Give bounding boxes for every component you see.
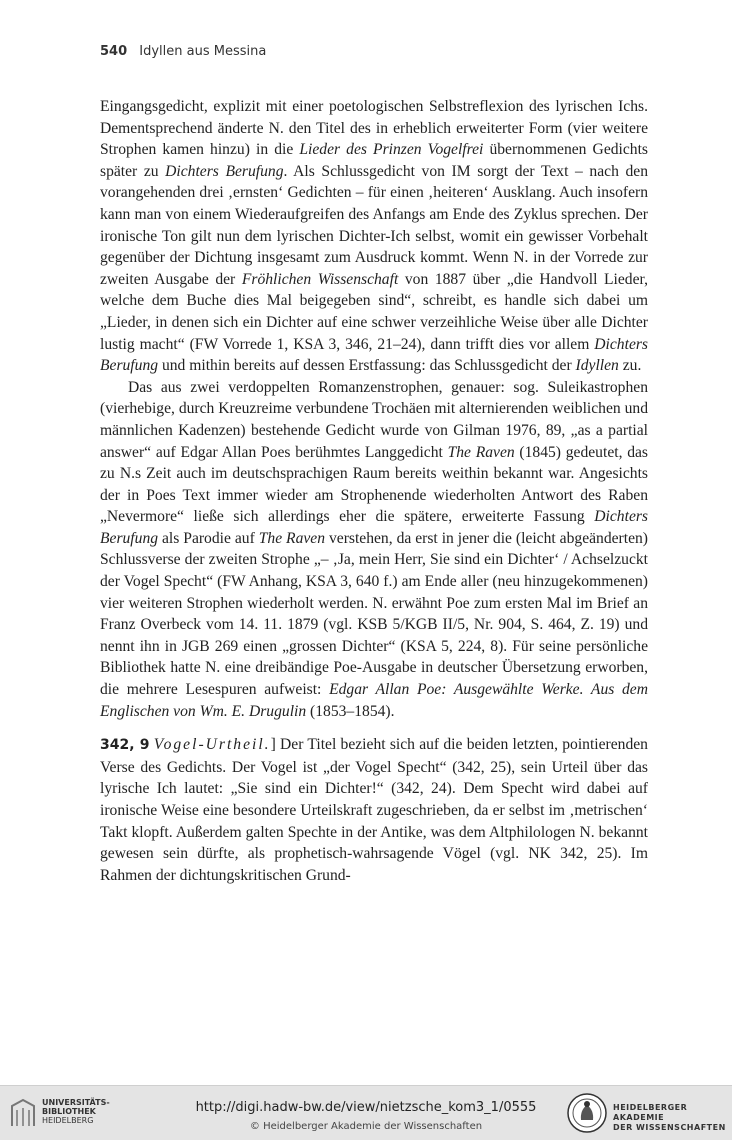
entry-reference: 342, 9 [100, 737, 150, 754]
running-header [100, 44, 266, 59]
footer-bar [0, 1085, 732, 1140]
paragraph-1: Eingangsgedicht, explizit mit einer poetologischen Selbstreflexion des lyrischen Ichs. Dementsprechend änderte N. den Titel des in erheblich erweiterter Form (vier weitere Strophen kamen hinzu) in die Lieder des Prinzen Vogelfrei übernommenen Gedichts später zu Dichters Berufung. Als Schlussgedicht von IM sorgt der Text – nach den vorangehenden drei ‚ernsten‘ Gedichten – für einen ‚heiteren‘ Ausklang. Auch insofern kann man von einem Wiederaufgreifen des Anfangs am Ende des Zyklus sprechen. Der ironische Ton gilt nun dem lyrischen Dichter-Ich selbst, womit ein gewisser Vorbehalt gegenüber der Dichtung insgesamt zum Ausdruck kommt. Wenn N. in der Vorrede zur zweiten Ausgabe der Fröhlichen Wissenschaft von 1887 über „die Handvoll Lieder, welche dem Buche dies Mal beigegeben sind“, schreibt, es handle sich dabei um „Lieder, in denen sich ein Dichter auf eine schwer verzeihliche Weise über alle Dichter lustig macht“ (FW Vorrede 1, KSA 3, 346, 21–24), dann trifft dies vor allem Dichters Berufung und mithin bereits auf dessen Erstfassung: das Schlussgedicht der Idyllen zu. [100, 98, 648, 375]
paragraph-2: Das aus zwei verdoppelten Romanzenstrophen, genauer: sog. Suleikastrophen (vierhebige, durch Kreuzreime verbundene Trochäen mit alternierenden weiblichen und männlichen Kadenzen) bestehende Gedicht wurde von Gilman 1976, 89, „as a partial answer“ auf Edgar Allan Poes berühmtes Langgedicht The Raven (1845) gedeutet, das zu N.s Zeit auch im deutschsprachigen Raum bereits weithin bekannt war. Angesichts der in Poes Text immer wieder am Strophenende wiederholten Antwort des Raben „Nevermore“ ließe sich allerdings eher die spätere, erweiterte Fassung Dichters Berufung als Parodie auf The Raven verstehen, da erst in jener die (leicht abgeänderten) Schlussverse der zweiten Strophe „– ‚Ja, mein Herr, Sie sind ein Dichter‘ / Achselzuckt der Vogel Specht“ (FW Anhang, KSA 3, 640 f.) am Ende aller (neu hinzugekommenen) vier weiteren Strophen wiederholt werden. N. erwähnt Poe zum ersten Mal im Brief an Franz Overbeck vom 14. 11. 1879 (vgl. KSB 5/KGB II/5, Nr. 904, S. 464, Z. 19) und nennt ihn in JGB 269 einen „grossen Dichter“ (KSA 5, 224, 8). Für seine persönliche Bibliothek hatte N. eine dreibändige Poe-Ausgabe in deutscher Übersetzung erworben, die mehrere Lesespuren aufweist: Edgar Allan Poe: Ausgewählte Werke. Aus dem Englischen von Wm. E. Drugulin (1853–1854). [100, 378, 648, 720]
page-number: 540 [100, 44, 128, 59]
commentary-entry: 342, 9 Vogel-Urtheil.] Der Titel bezieht sich auf die beiden letzten, pointierenden Verse des Gedichts. Der Vogel ist „der Vogel Specht“ (342, 25), sein Urteil über das lyrische Ich lautet: „Sie sind ein Dichter!“ (342, 24). Dem Specht wird dabei auf ironische Weise eine besondere Urteilskraft zugeschrieben, da er selbst im ‚metrischen‘ Takt klopft. Außerdem galten Spechte in der Antike, was dem Altphilologen N. bekannt gewesen sein dürfte, als prophetisch-wahrsagende Vögel (vgl. NK 342, 25). Im Rahmen der dichtungskritischen Grund- [100, 736, 648, 884]
academy-name: HEIDELBERGER AKADEMIE DER WISSENSCHAFTEN [613, 1103, 726, 1132]
source-url-link[interactable]: http://digi.hadw-bw.de/view/nietzsche_kom3_1/0555 [195, 1100, 537, 1115]
entry-lemma: Vogel-Urtheil. [153, 736, 271, 754]
university-library-name: UNIVERSITÄTS- BIBLIOTHEK HEIDELBERG [42, 1098, 110, 1125]
copyright-notice: © Heidelberger Akademie der Wissenschaften [249, 1121, 483, 1132]
page-body [100, 96, 648, 886]
running-title: Idyllen aus Messina [139, 44, 267, 59]
academy-seal-icon [566, 1092, 608, 1134]
